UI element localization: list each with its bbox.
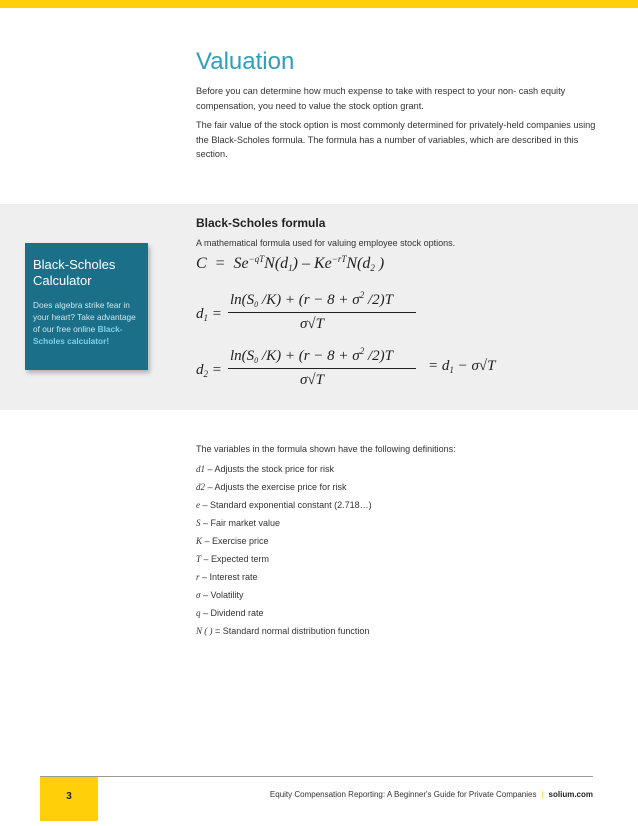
list-item: e – Standard exponential constant (2.718…) [196,500,372,510]
page-number-box [40,777,98,821]
callout-suffix: ! [106,336,110,346]
footer-title: Equity Compensation Reporting: A Beginner's Guide for Private Companies [269,790,537,799]
callout-title: Black-Scholes Calculator [33,257,116,288]
call-price-equation: $C = Se^{-qT}N(d_1) - Ke^{-rT}N(d_2$ ) [196,254,385,273]
formula-description: A mathematical formula used for valuing employee stock options. [196,238,456,248]
footer [270,790,593,799]
definitions-list [196,460,596,640]
list-item: σ – Volatility [196,590,244,600]
list-item: q – Dividend rate [196,608,264,618]
list-item: T – Expected term [196,554,270,564]
definitions-intro: The variables in the formula shown have the following definitions: [196,444,456,454]
list-item: N ( ) = Standard normal distribution function [196,626,370,636]
valuation-section [196,48,596,167]
list-item: r – Interest rate [196,572,258,582]
valuation-paragraph-2: The fair value of the stock option is most commonly determined for privately-held companies using the Black-Scholes formula. The formula has a number of variables, which are described in this section. [196,120,596,159]
page-number: 3 [66,791,72,802]
footer-site-link[interactable]: solium.com [548,790,593,799]
footer-divider [40,776,593,777]
callout-text [33,299,140,347]
formula-title: Black-Scholes formula [196,216,326,230]
valuation-paragraph-1: Before you can determine how much expense to take with respect to your non- cash equity compensation, you need to value the stock option grant. [196,86,566,111]
calculator-callout [25,243,148,370]
calculator-link[interactable]: Black-Scholes calculator [33,324,123,346]
variable-definitions [196,444,596,640]
callout-body: Does algebra strike fear in your heart? Take advantage of our free online [33,300,136,334]
footer-separator: | [541,790,544,799]
list-item: d2 – Adjusts the exercise price for risk [196,482,347,492]
list-item: K – Exercise price [196,536,269,546]
list-item: S – Fair market value [196,518,281,528]
top-accent-bar [0,0,638,8]
list-item: d1 – Adjusts the stock price for risk [196,464,335,474]
valuation-heading: Valuation [196,48,295,75]
